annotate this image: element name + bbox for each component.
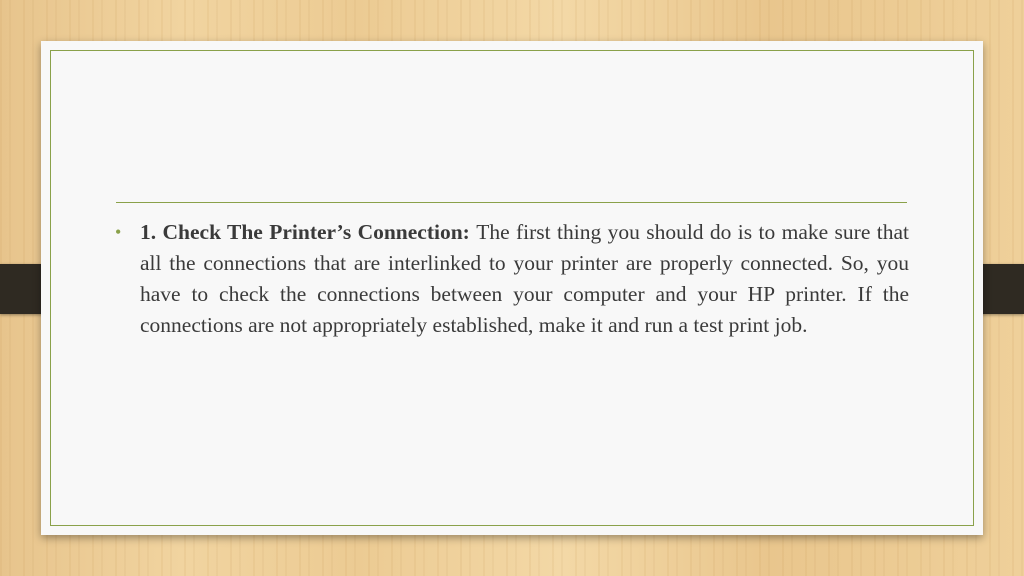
bullet-text: The first thing you should do is to make sure that all the connections that are interlinked to your printer are properly connected. So, you have to check the connections between your computer and your HP printer. If the connections are not appropriately established, make it and run a test print job.: [140, 220, 909, 337]
slide-content: [115, 217, 909, 341]
bullet-heading: 1. Check The Printer’s Connection:: [140, 220, 477, 244]
title-divider-line: [116, 202, 907, 203]
slide-card: [41, 41, 983, 535]
bullet-item: [115, 217, 909, 341]
bullet-marker: •: [115, 222, 122, 242]
